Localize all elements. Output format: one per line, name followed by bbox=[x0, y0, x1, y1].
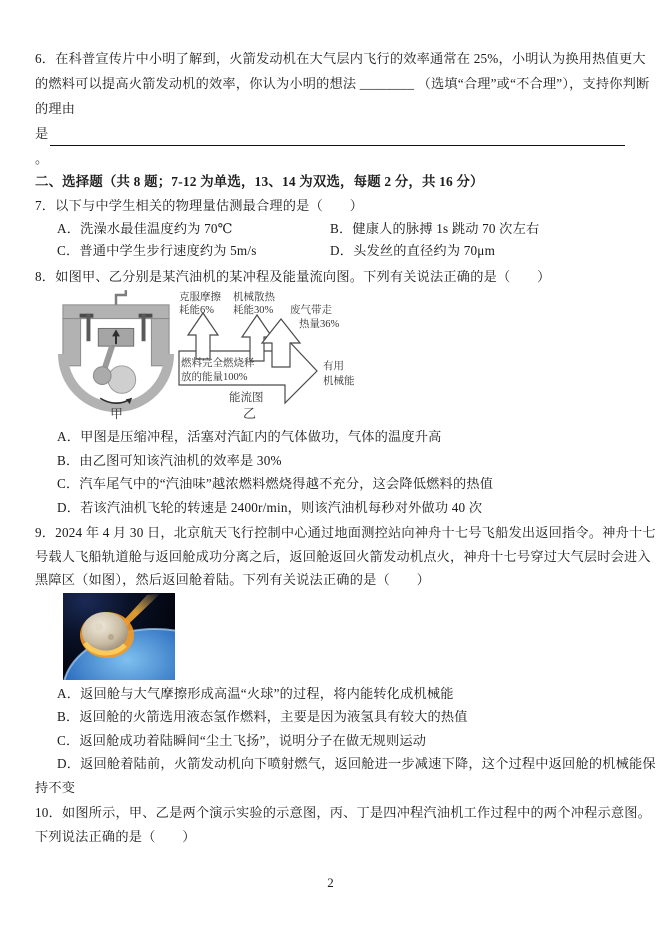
valve-stem-left bbox=[87, 314, 91, 342]
question-9-option-b: B．返回舱的火箭选用液态氢作燃料，主要是因为液氢具有较大的热值 bbox=[57, 709, 468, 724]
question-8-stem: 8．如图甲、乙分别是某汽油机的某冲程及能量流向图。下列有关说法正确的是（ ） bbox=[35, 268, 551, 284]
question-7-option-c: C．普通中学生步行速度约为 5m/s bbox=[57, 243, 257, 258]
question-8 bbox=[35, 265, 625, 520]
question-7-option-d: D．头发丝的直径约为 70μm bbox=[330, 243, 496, 258]
question-7-option-a: A．洗澡水最佳温度约为 70℃ bbox=[57, 220, 233, 236]
question-8-option-d: D．若该汽油机飞轮的转速是 2400r/min，则该汽油机每秒对外做功 40 次 bbox=[57, 499, 483, 515]
capsule-detail-2 bbox=[108, 634, 114, 640]
question-9-line-3: 黑障区（如图），然后返回舱着陆。下列有关说法正确的是（ ） bbox=[35, 572, 431, 587]
question-6-line-3: 的理由 bbox=[35, 101, 76, 116]
question-9-line-2: 号载人飞船轨道舱与返回舱成功分离之后，返回舱返回火箭发动机点火，神舟十七号穿过大气层时会进入 bbox=[35, 548, 651, 564]
page-number: 2 bbox=[327, 875, 334, 890]
crank-pin bbox=[93, 367, 111, 385]
question-7-stem: 7．以下与中学生相关的物理量估测最合理的是（ ） bbox=[35, 198, 364, 213]
exhaust-label-line1: 废气带走 bbox=[290, 305, 332, 316]
question-9-option-a: A．返回舱与大气摩擦形成高温“火球”的过程，将内能转化成机械能 bbox=[57, 685, 454, 701]
question-7-option-b: B．健康人的脉搏 1s 跳动 70 次左右 bbox=[330, 220, 540, 236]
useful-energy-label-line1: 有用 bbox=[323, 361, 344, 372]
question-6-answer-line bbox=[35, 121, 625, 146]
fuel-energy-label-line1: 燃料完全燃烧释 bbox=[181, 358, 255, 369]
crank-disc bbox=[108, 366, 136, 394]
flow-chart-caption: 能流图 bbox=[229, 392, 264, 404]
question-6-line-2: 的燃料可以提高火箭发动机的效率，你认为小明的想法 ________ （选填“合理”或“不合理”），支持你判断 bbox=[35, 76, 650, 91]
energy-flow-diagram bbox=[177, 289, 377, 421]
valve-stem-right bbox=[142, 314, 146, 342]
question-10 bbox=[35, 801, 652, 848]
question-8-option-a: A．甲图是压缩冲程，活塞对汽缸内的气体做功，气体的温度升高 bbox=[57, 429, 442, 444]
mechanical-label-line1: 机械散热 bbox=[233, 292, 275, 303]
question-9 bbox=[35, 521, 656, 799]
question-6-line-1: 6．在科普宣传片中小明了解到，火箭发动机在大气层内飞行的效率通常在 25%，小明认为换用热值更大 bbox=[35, 51, 646, 66]
question-7-options bbox=[35, 218, 625, 263]
spark-plug-icon bbox=[116, 290, 126, 305]
question-10-line-1: 10．如图所示，甲、乙是两个演示实验的示意图，丙、丁是四冲程汽油机工作过程中的两个冲程示意图。 bbox=[35, 805, 652, 820]
useful-energy-label-line2: 机械能 bbox=[323, 376, 355, 387]
question-9-option-c: C．返回舱成功着陆瞬间“尘土飞扬”，说明分子在做无规则运动 bbox=[57, 732, 427, 748]
question-8-option-c: C．汽车尾气中的“汽油味”越浓燃料燃烧得越不充分，这会降低燃料的热值 bbox=[57, 476, 494, 491]
question-9-line-1: 9．2024 年 4 月 30 日，北京航天飞行控制中心通过地面测控站向神舟十七号飞船发出返回指令。神舟十七 bbox=[35, 525, 656, 540]
friction-label-line1: 克服摩擦 bbox=[179, 292, 221, 303]
question-6-blank-prefix: 是 bbox=[35, 126, 49, 141]
friction-label-line2: 耗能6% bbox=[179, 305, 214, 316]
reentry-capsule-photo bbox=[63, 593, 175, 680]
question-9-option-d-wrap: 持不变 bbox=[35, 779, 76, 795]
cylinder-head bbox=[63, 305, 169, 319]
section-2-header: 二、选择题（共 8 题；7-12 为单选，13、14 为双选，每题 2 分，共 16 分） bbox=[35, 174, 484, 189]
engine-cylinder-diagram bbox=[57, 289, 175, 421]
question-6 bbox=[35, 46, 650, 171]
exhaust-label-line2: 热量36% bbox=[299, 319, 340, 330]
capsule-detail bbox=[95, 623, 103, 631]
question-10-line-2: 下列说法正确的是（ ） bbox=[35, 828, 196, 844]
engine-diagram-label: 甲 bbox=[110, 406, 123, 421]
fuel-energy-label-line2: 放的能量100% bbox=[181, 372, 248, 383]
mechanical-label-line2: 耗能30% bbox=[233, 305, 274, 316]
flow-diagram-label: 乙 bbox=[243, 406, 257, 421]
answer-blank-underline bbox=[50, 126, 625, 146]
question-8-figure bbox=[57, 289, 625, 421]
question-8-option-b: B．由乙图可知该汽油机的效率是 30% bbox=[57, 452, 282, 468]
question-6-closing-mark: 。 bbox=[35, 151, 49, 166]
question-7 bbox=[35, 194, 625, 263]
question-9-option-d: D．返回舱着陆前，火箭发动机向下喷射燃气，返回舱进一步减速下降，这个过程中返回舱的机械能保 bbox=[57, 756, 656, 771]
